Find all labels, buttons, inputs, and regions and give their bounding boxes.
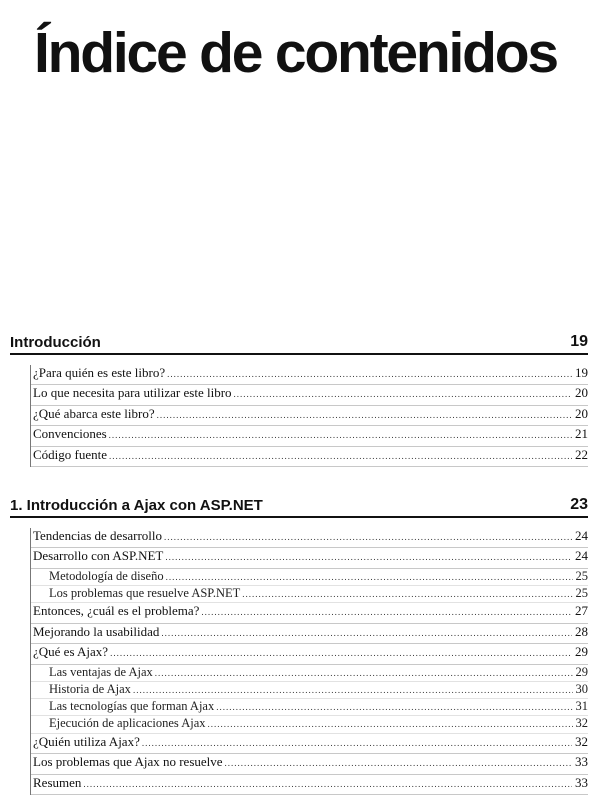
entry-page-number: 31 (575, 699, 588, 714)
entry-title: Ejecución de aplicaciones Ajax (49, 716, 206, 731)
page-title: Índice de contenidos (34, 21, 557, 85)
entry-page-number: 24 (575, 548, 588, 564)
toc-entry (31, 406, 588, 426)
toc-entry (31, 644, 588, 664)
entry-title: ¿Qué es Ajax? (33, 644, 109, 660)
chapter-heading (10, 494, 588, 518)
entry-title: ¿Quién utiliza Ajax? (33, 733, 140, 749)
entry-page-number: 29 (575, 644, 588, 660)
chapter-page-number: 23 (570, 496, 588, 513)
entry-page-number: 27 (575, 603, 588, 619)
entry-title: Los problemas que resuelve ASP.NET (49, 586, 241, 601)
entry-page-number: 30 (575, 681, 588, 696)
toc-subentry (31, 716, 588, 733)
entry-page-number: 25 (575, 568, 588, 583)
chapter-introduccion (10, 331, 588, 467)
entry-title: Los problemas que Ajax no resuelve (33, 754, 223, 770)
entry-page-number: 25 (575, 586, 588, 601)
dot-leader (234, 389, 572, 399)
entry-title: Tendencias de desarrollo (33, 528, 163, 543)
entry-page-number: 22 (575, 446, 588, 462)
dot-leader (165, 552, 572, 562)
dot-leader (155, 668, 573, 678)
dot-leader (109, 430, 572, 440)
entry-title: Las tecnologías que forman Ajax (49, 699, 215, 714)
entry-title: Convenciones (33, 426, 107, 442)
toc-entry (31, 754, 588, 774)
chapter-heading (10, 331, 588, 355)
toc-entry (31, 528, 588, 548)
dot-leader (109, 451, 572, 461)
dot-leader (242, 589, 572, 599)
entry-title: ¿Para quién es este libro? (33, 365, 166, 380)
entry-page-number: 29 (575, 664, 588, 679)
entry-title: Mejorando la usabilidad (33, 623, 160, 639)
chapter-entries (30, 365, 588, 467)
entry-title: Entonces, ¿cuál es el problema? (33, 603, 200, 619)
entry-page-number: 24 (575, 528, 588, 543)
entry-page-number: 19 (575, 365, 588, 380)
toc-entry (31, 548, 588, 568)
dot-leader (167, 369, 572, 379)
toc-entry (31, 624, 588, 644)
entry-page-number: 21 (575, 426, 588, 442)
dot-leader (83, 779, 572, 789)
chapter-entries (30, 528, 588, 795)
entry-title: Las ventajas de Ajax (49, 664, 153, 679)
entry-page-number: 32 (575, 733, 588, 749)
toc-subentry (31, 699, 588, 716)
dot-leader (166, 572, 573, 582)
dot-leader (157, 410, 572, 420)
entry-page-number: 28 (575, 623, 588, 639)
dot-leader (225, 758, 572, 768)
chapter-title: Introducción (10, 334, 101, 351)
entry-title: ¿Qué abarca este libro? (33, 405, 155, 421)
entry-title: Metodología de diseño (49, 568, 164, 583)
toc-subentry (31, 665, 588, 682)
dot-leader (133, 685, 573, 695)
toc-entry (31, 775, 588, 795)
dot-leader (161, 628, 572, 638)
entry-title: Historia de Ajax (49, 681, 131, 696)
chapter-page-number: 19 (570, 333, 588, 350)
toc-entry (31, 447, 588, 467)
entry-title: Resumen (33, 774, 82, 790)
toc-entry (31, 426, 588, 446)
entry-title: Desarrollo con ASP.NET (33, 548, 164, 564)
entry-page-number: 20 (575, 405, 588, 421)
dot-leader (142, 738, 572, 748)
dot-leader (216, 702, 572, 712)
chapter-title: 1. Introducción a Ajax con ASP.NET (10, 497, 263, 514)
chapter-1-introduccion-ajax (10, 494, 588, 795)
toc-entry (31, 385, 588, 405)
dot-leader (164, 532, 572, 542)
toc-subentry (31, 586, 588, 603)
entry-page-number: 20 (575, 385, 588, 401)
entry-title: Lo que necesita para utilizar este libro (33, 385, 232, 401)
toc-subentry (31, 682, 588, 699)
dot-leader (110, 648, 572, 658)
toc-entry (31, 734, 588, 754)
entry-page-number: 33 (575, 774, 588, 790)
toc-entry (31, 603, 588, 623)
dot-leader (201, 607, 572, 617)
dot-leader (208, 719, 573, 729)
toc-entry (31, 365, 588, 385)
toc-subentry (31, 569, 588, 586)
entry-page-number: 32 (575, 716, 588, 731)
entry-page-number: 33 (575, 754, 588, 770)
entry-title: Código fuente (33, 446, 108, 462)
